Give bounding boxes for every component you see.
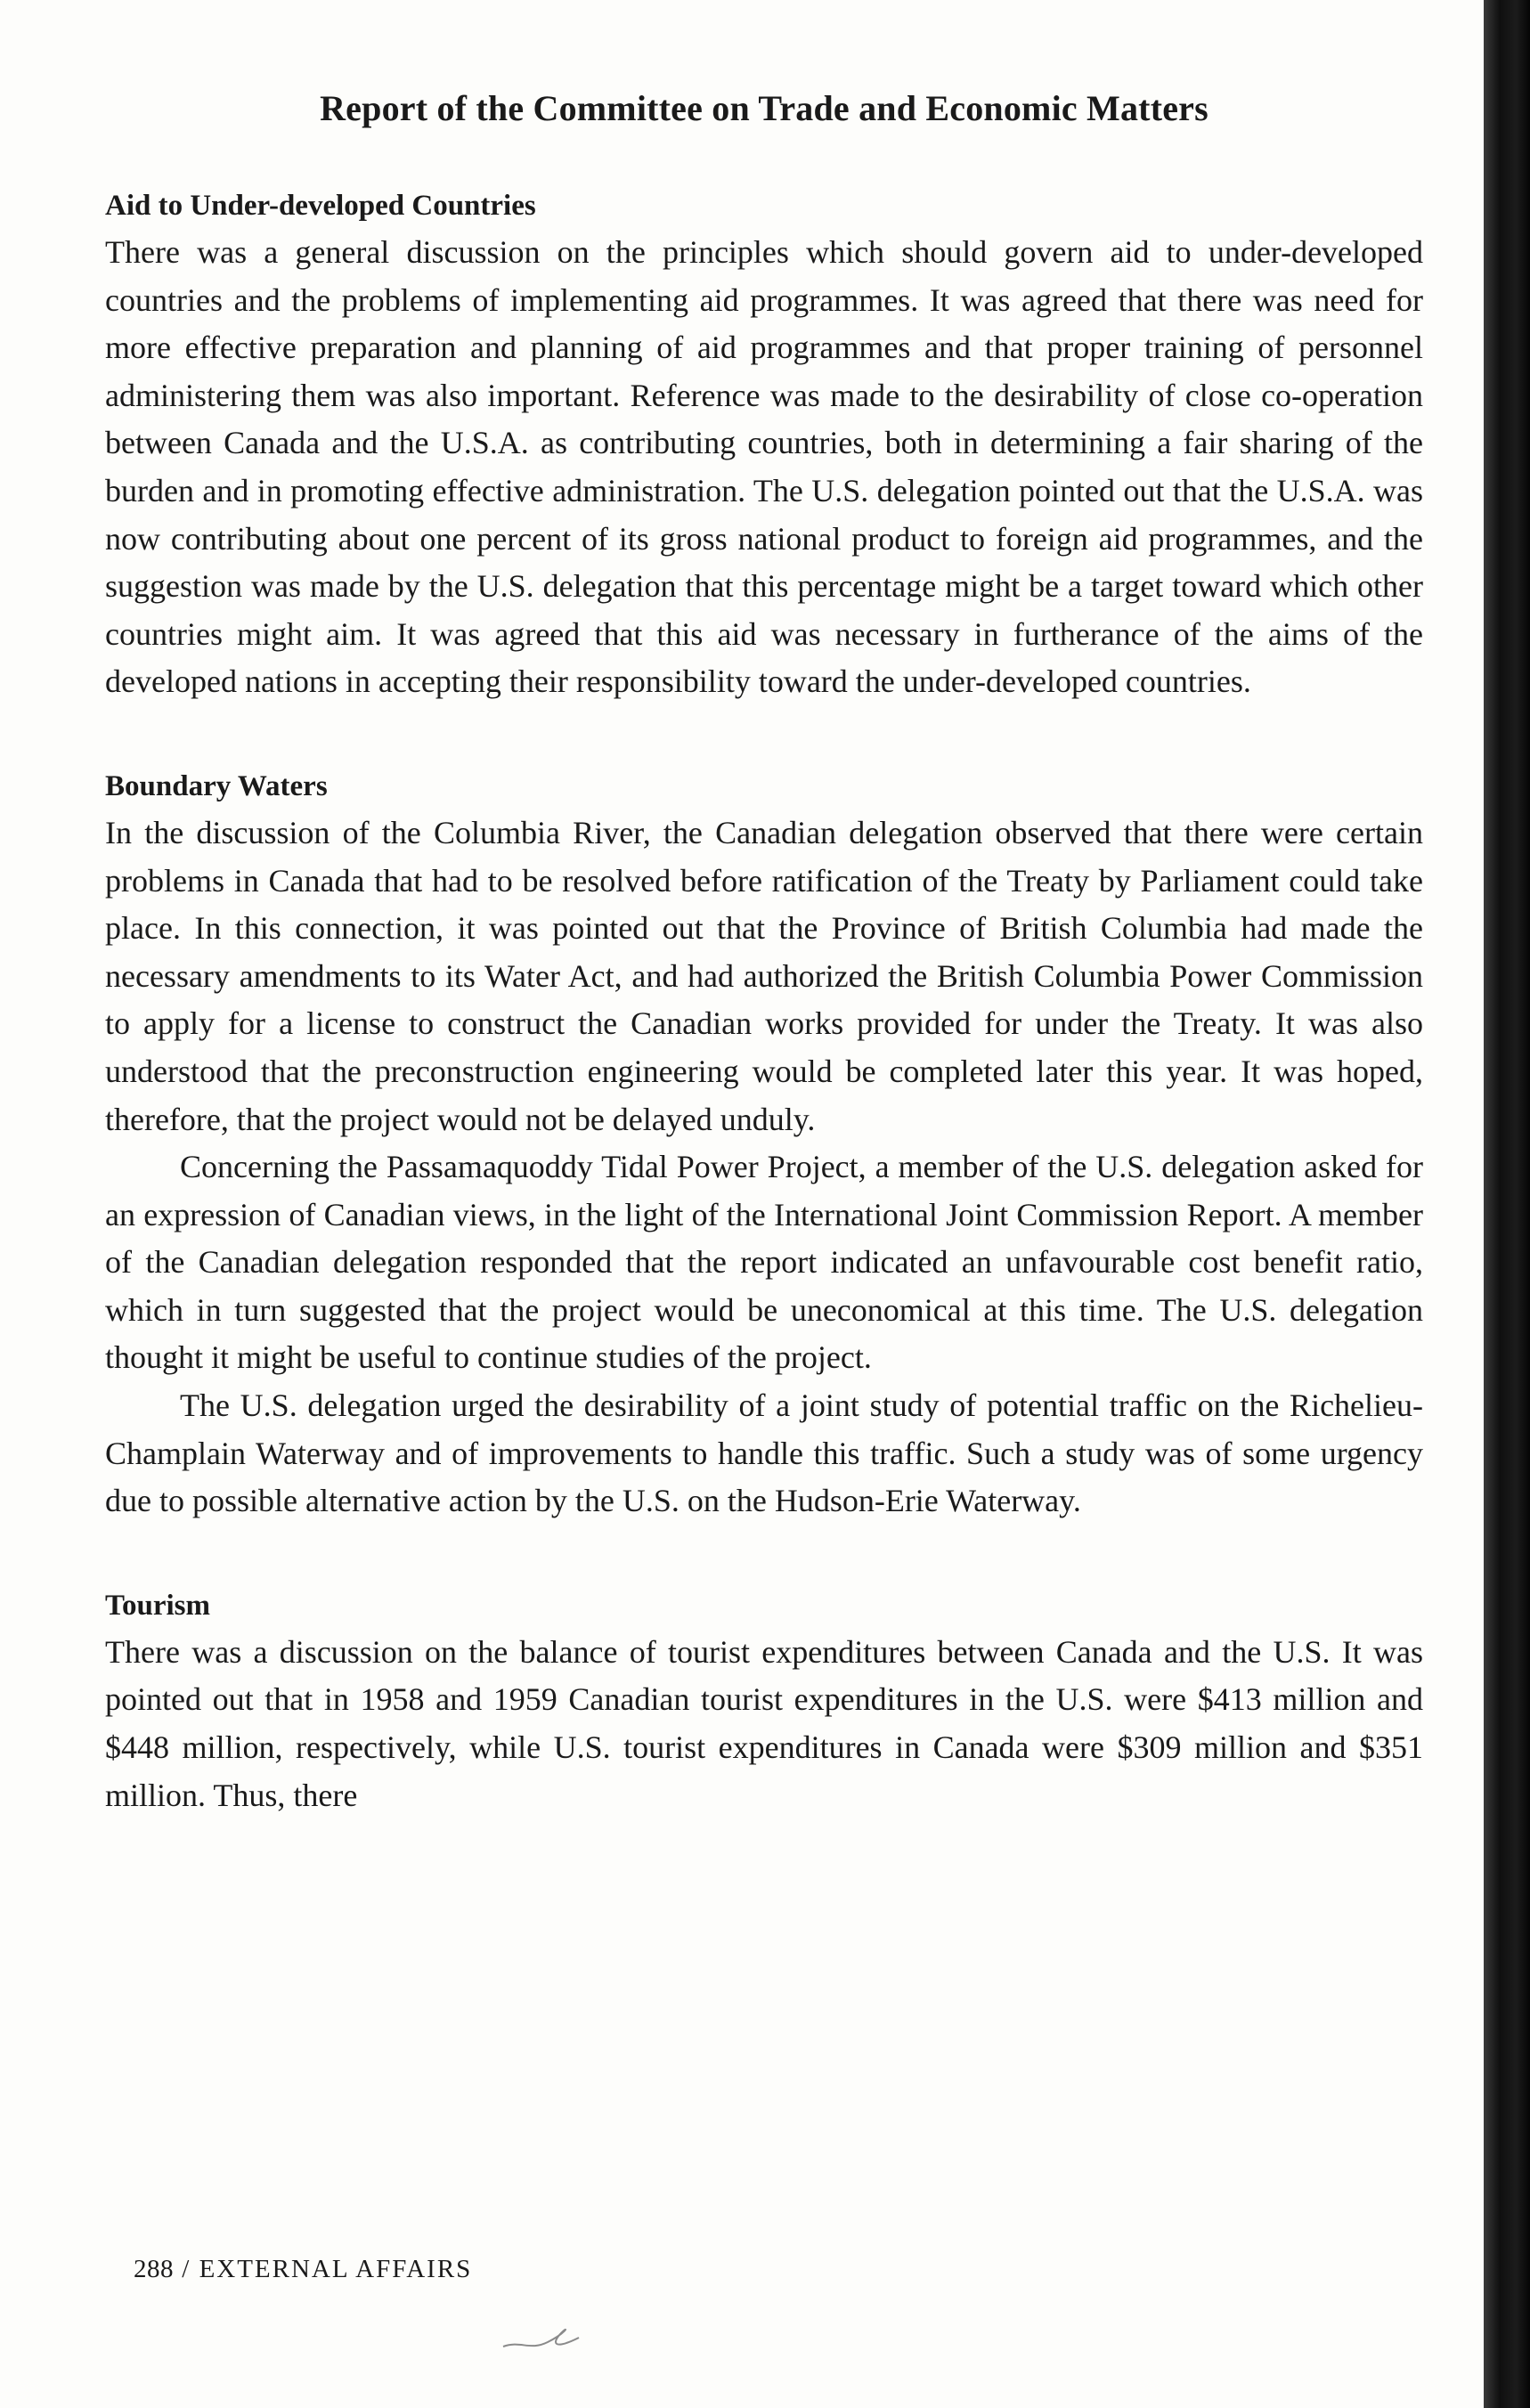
- publication-name: EXTERNAL AFFAIRS: [199, 2255, 473, 2283]
- section-heading: Aid to Under-developed Countries: [105, 190, 536, 222]
- paragraph: In the discussion of the Columbia River, the Canadian delegation observed that there were certain problems in Canada that had to be resolved before ratification of the Treaty by Parliament could take place. In this connection, it was pointed out that the Province of British Columbia had made the necessary amendments to its Water Act, and had authorized the British Columbia Power Commission to apply for a license to construct the Canadian works provided for under the Treaty. It was also understood that the preconstruction engineering would be completed later this year. It was hoped, therefore, that the project would not be delayed unduly.: [105, 814, 1423, 1137]
- footer-separator: /: [182, 2255, 191, 2283]
- scan-binding-edge: [1484, 0, 1530, 2408]
- section-boundary-waters: [105, 769, 1423, 1525]
- paragraph: There was a discussion on the balance of tourist expenditures between Canada and the U.S. It was pointed out that in 1958 and 1959 Canadian tourist expenditures in the U.S. were $413 million and $448 million, respectively, while U.S. tourist expenditures in Canada were $309 million and $351 million. Thus, there: [105, 1633, 1423, 1813]
- section-aid: [105, 188, 1423, 706]
- pencil-mark-icon: [499, 2306, 606, 2360]
- page-title: Report of the Committee on Trade and Economic Matters: [320, 88, 1209, 128]
- section-heading: Tourism: [105, 1589, 210, 1622]
- page-content: [105, 87, 1423, 1882]
- section-tourism: [105, 1588, 1423, 1819]
- section-heading: Boundary Waters: [105, 769, 328, 802]
- paragraph: There was a general discussion on the principles which should govern aid to under-developed countries and the problems of implementing aid programmes. It was agreed that there was need for more effective preparation and planning of aid programmes and that proper training of personnel administering them was also important. Reference was made to the desirability of close co-operation between Canada and the U.S.A. as contributing countries, both in determining a fair sharing of the burden and in promoting effective administration. The U.S. delegation pointed out that the U.S.A. was now contributing about one percent of its gross national product to foreign aid programmes, and the suggestion was made by the U.S. delegation that this percentage might be a target toward which other countries might aim. It was agreed that this aid was necessary in furtherance of the aims of the developed nations in accepting their responsibility toward the under-developed countries.: [105, 234, 1423, 700]
- paragraph: The U.S. delegation urged the desirability of a joint study of potential traffic on the Richelieu-Champlain Waterway and of improvements to handle this traffic. Such a study was of some urgency due to possible alternative action by the U.S. on the Hudson-Erie Waterway.: [105, 1387, 1423, 1519]
- page-number: 288: [134, 2255, 174, 2283]
- paragraph: Concerning the Passamaquoddy Tidal Power Project, a member of the U.S. delegation asked for an expression of Canadian views, in the light of the International Joint Commission Report. A member of the Canadian delegation responded that the report indicated an unfavourable cost benefit ratio, which in turn suggested that the project would be uneconomical at this time. The U.S. delegation thought it might be useful to continue studies of the project.: [105, 1149, 1423, 1376]
- page-footer: [134, 2255, 472, 2284]
